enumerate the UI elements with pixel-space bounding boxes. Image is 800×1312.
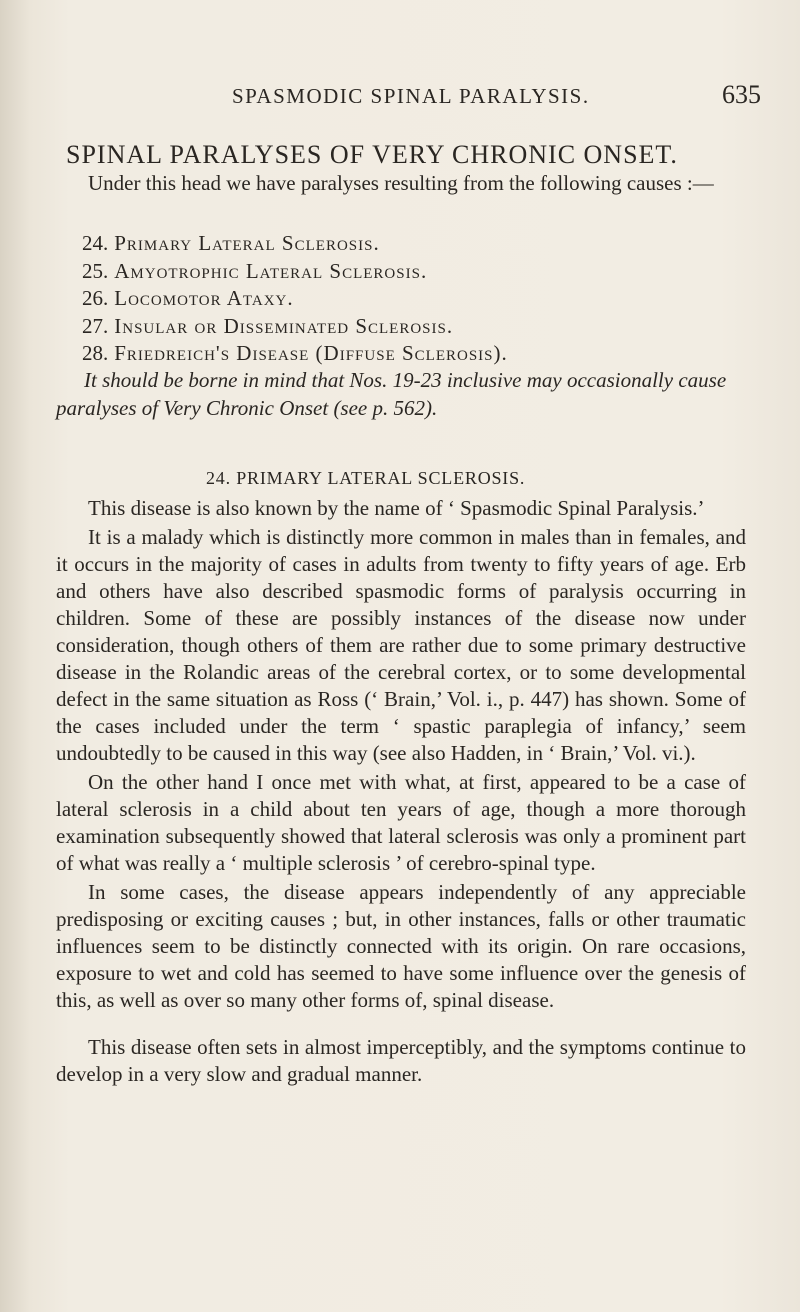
cause-name: Primary Lateral Sclerosis. (114, 231, 380, 255)
page-number: 635 (722, 80, 761, 109)
intro-text (56, 170, 746, 197)
list-item (82, 285, 742, 313)
list-item (82, 258, 742, 286)
section-title: SPINAL PARALYSES OF VERY CHRONIC ONSET. (66, 140, 678, 169)
paragraph: It is a malady which is distinctly more common in males than in females, and it occurs in the majority of cases in adults from twenty to fifty years of age. Erb and others have also described spasmodic forms of paralysis occurring in children. Some of these are possibly instances of the disease now under consideration, though others of them are rather due to some primary destructive disease in the Rolandic areas of the cerebral cortex, or to some developmental defect in the same situation as Ross (‘ Brain,’ Vol. i., p. 447) has shown. Some of the cases included under the term ‘ spastic paraplegia of infancy,’ seem undoubtedly to be caused in this way (see also Hadden, in ‘ Brain,’ Vol. vi.). (56, 525, 746, 765)
cause-name: Locomotor Ataxy. (114, 286, 294, 310)
cause-number: 27. (82, 313, 109, 338)
paragraph: In some cases, the disease appears independently of any appreciable predisposing or exciting causes ; but, in other instances, falls or other traumatic influences seem to be distinctly connected with its origin. On rare occasions, exposure to wet and cold has seemed to have some influence over the genesis of this, as well as over so many other forms of, spinal disease. (56, 880, 746, 1012)
running-head: SPASMODIC SPINAL PARALYSIS. (232, 84, 590, 108)
cause-name: Amyotrophic Lateral Sclerosis. (114, 258, 428, 283)
cause-number: 25. (82, 258, 109, 283)
paragraph: This disease is also known by the name of ‘ Spasmodic Spinal Paralysis.’ (88, 496, 705, 520)
body-text (56, 495, 746, 1090)
cause-name: Insular or Disseminated Sclerosis. (114, 313, 454, 338)
intro-paragraph: Under this head we have paralyses resulting from the following causes :— (88, 171, 714, 195)
cause-number: 26. (82, 286, 109, 310)
list-item (82, 313, 742, 341)
cause-number: 28. (82, 341, 109, 365)
paragraph: On the other hand I once met with what, at first, appeared to be a case of lateral sclerosis in a child about ten years of age, though a more thorough examination subsequently showed that lateral sclerosis was only a prominent part of what was really a ‘ multiple sclerosis ’ of cerebro-spinal type. (56, 770, 746, 875)
cause-name: Friedreich's Disease (Diffuse Sclerosis). (114, 341, 508, 365)
causes-list (82, 230, 742, 368)
list-item (82, 340, 742, 368)
paragraph: This disease often sets in almost imperceptibly, and the symptoms continue to develop in a very slow and gradual manner. (56, 1035, 746, 1086)
list-item (82, 230, 742, 258)
subsection-title: 24. PRIMARY LATERAL SCLEROSIS. (206, 468, 526, 488)
cause-number: 24. (82, 231, 109, 255)
italic-note: It should be borne in mind that Nos. 19-23 inclusive may occasionally cause paralyses of Very Chronic Onset (see p. 562). (56, 368, 727, 420)
